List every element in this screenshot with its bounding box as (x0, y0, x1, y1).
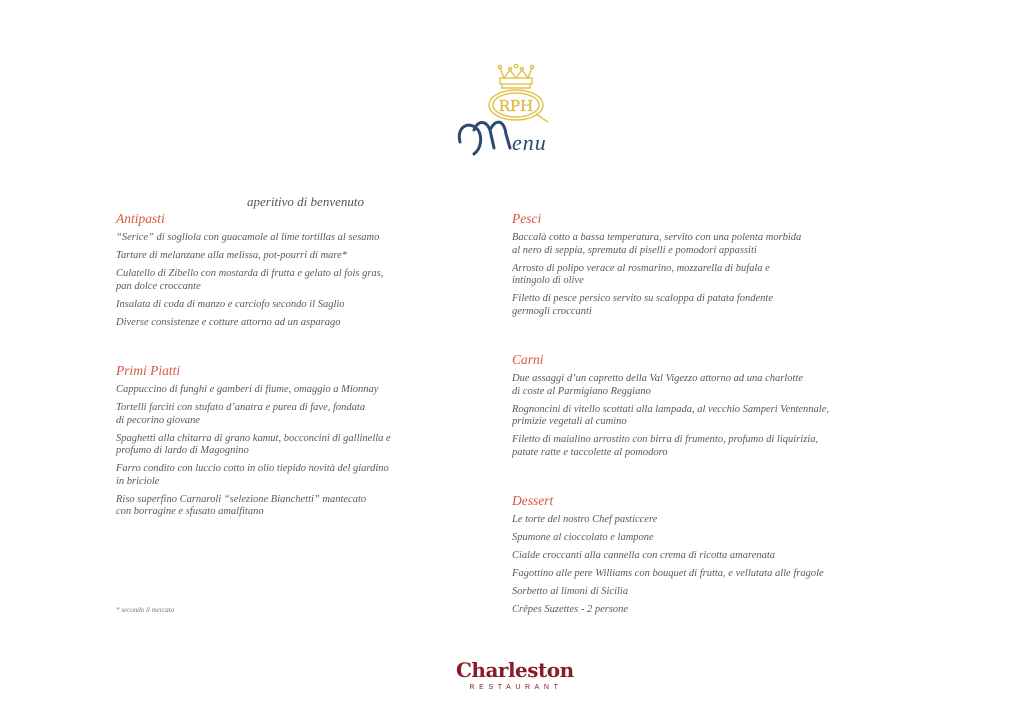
restaurant-logo (456, 658, 572, 691)
monogram-text: RPH (498, 97, 534, 115)
section-title-carni: Carni (512, 352, 544, 367)
section-primi-piatti (116, 363, 496, 524)
menu-item: “Serice” di sogliola con guacamole al lime tortillas al sesamo (116, 232, 380, 243)
menu-item: Crêpes Suzettes - 2 persone (512, 604, 629, 615)
section-title-primi-piatti: Primi Piatti (116, 363, 181, 378)
menu-item: Tortelli farciti con stufato d’anatra e purea di fave, fondata di pecorino giovane (116, 402, 366, 426)
menu-item: Cappuccino di funghi e gamberi di fiume, omaggio a Mionnay (116, 384, 379, 395)
section-dessert (512, 493, 892, 622)
menu-item: Farro condito con luccio cotto in olio tiepido novità del giardino in briciole (116, 463, 389, 487)
menu-logo (452, 64, 580, 160)
menu-item: Sorbetto ai limoni di Sicilia (512, 586, 629, 597)
menu-item: Filetto di maialino arrostito con birra di frumento, profumo di liquirizia, patate ratte e taccolette al pomodoro (512, 434, 819, 458)
menu-script-word: enu (512, 130, 547, 155)
section-antipasti (116, 211, 496, 335)
menu-item: Riso superfino Carnaroli “selezione Bianchetti” mantecato con borragine e sfusato amalfitano (116, 493, 367, 517)
section-title-antipasti: Antipasti (116, 211, 165, 226)
menu-item: Arrosto di polipo verace al rosmarino, mozzarella di bufala e intingolo di olive (512, 262, 770, 286)
section-carni (512, 352, 892, 465)
menu-item: Filetto di pesce persico servito su scaloppa di patata fondente germogli croccanti (512, 293, 773, 317)
restaurant-name: Charleston (456, 658, 574, 682)
section-pesci (512, 211, 892, 324)
menu-item: Cialde croccanti alla cannella con crema di ricotta amarenata (512, 550, 776, 561)
menu-item: Culatello di Zibello con mostarda di frutta e gelato al fois gras, pan dolce croccante (116, 268, 384, 292)
menu-item: Insalata di coda di manzo e carciofo secondo il Saglio (116, 298, 345, 310)
crown-monogram-emblem (452, 64, 580, 160)
menu-item: Rognoncini di vitello scottati alla lampada, al vecchio Samperi Ventennale, primizie vegetali al cumino (512, 403, 829, 427)
menu-item: Spaghetti alla chitarra di grano kamut, bocconcini di gallinella e profumo di lardo di Magognino (116, 432, 391, 456)
menu-item: Tartare di melanzane alla melissa, pot-pourri di mare* (116, 250, 348, 261)
menu-item: Due assaggi d’un capretto della Val Vigezzo attorno ad una charlotte di coste al Parmigiano Reggiano (512, 373, 804, 397)
section-title-dessert: Dessert (512, 493, 554, 508)
restaurant-subtitle: RESTAURANT (469, 684, 563, 691)
welcome-aperitif: aperitivo di benvenuto (247, 194, 364, 209)
menu-item: Le torte del nostro Chef pasticcere (512, 514, 658, 525)
menu-item: Baccalà cotto a bassa temperatura, servito con una polenta morbida al nero di seppia, spremuta di piselli e pomodori appassiti (512, 232, 802, 256)
footnote: * secondo il mercato (116, 606, 175, 614)
menu-item: Spumone al cioccolato e lampone (512, 532, 654, 543)
menu-item: Fagottino alle pere Williams con bouquet di frutta, e vellutata alle fragole (512, 568, 824, 579)
section-title-pesci: Pesci (512, 211, 542, 226)
menu-item: Diverse consistenze e cotture attorno ad un asparago (116, 316, 341, 328)
